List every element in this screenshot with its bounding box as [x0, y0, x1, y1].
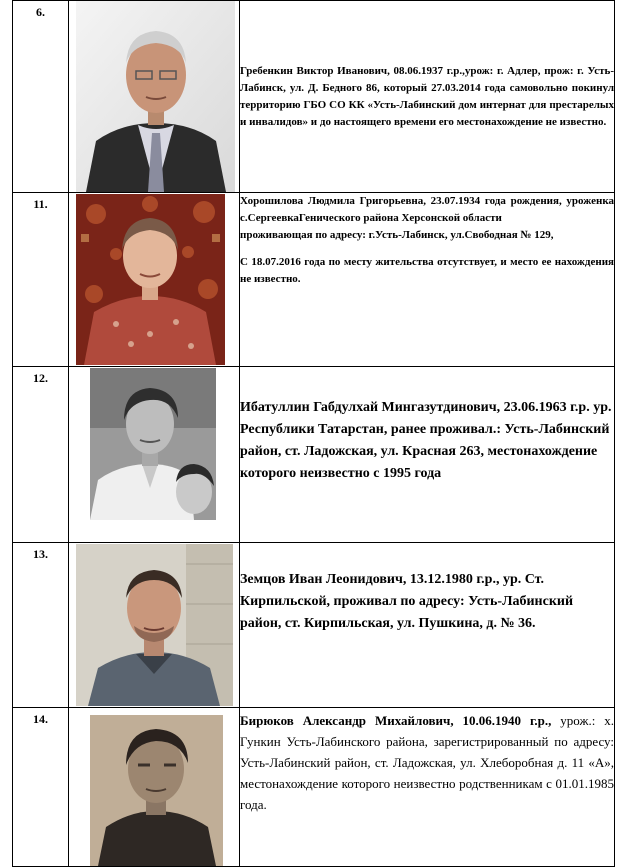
person-photo — [90, 368, 216, 520]
person-photo-cell — [69, 367, 240, 543]
person-photo — [76, 544, 233, 706]
person-name: Бирюков Александр Михайлович, 10.06.1940 г.р., — [240, 713, 552, 728]
row-number: 11. — [13, 193, 69, 367]
person-photo-cell — [69, 543, 240, 708]
table-row — [13, 543, 615, 708]
person-description — [240, 708, 615, 867]
person-photo-cell — [69, 1, 240, 193]
row-number: 13. — [13, 543, 69, 708]
person-photo-cell — [69, 193, 240, 367]
person-description: Земцов Иван Леонидович, 13.12.1980 г.р., ур. Ст. Кирпильской, проживал по адресу: Усть-Лабинский район, ст. Кирпильская, ул. Пушкина, д. № 36. — [240, 543, 615, 708]
row-number: 14. — [13, 708, 69, 867]
missing-persons-table — [12, 0, 615, 867]
row-number: 12. — [13, 367, 69, 543]
person-photo-cell — [69, 708, 240, 867]
table-row — [13, 1, 615, 193]
table-row — [13, 193, 615, 367]
row-number: 6. — [13, 1, 69, 193]
person-photo — [76, 194, 225, 365]
person-photo — [90, 715, 223, 866]
person-photo — [76, 1, 235, 192]
table-row — [13, 367, 615, 543]
person-details: урож.: х. Гункин Усть-Лабинского района, зарегистрированный по адресу: Усть-Лабинский район, ст. Ладожская, ул. Хлеборобная д. 11 «А», местонахождение которого неизвестно родственникам с 01.01.1985 года. — [240, 713, 614, 812]
table-row — [13, 708, 615, 867]
person-description: Гребенкин Виктор Иванович, 08.06.1937 г.р.,урож: г. Адлер, прож: г. Усть-Лабинск, ул. Д. Бедного 86, который 27.03.2014 года самовольно покинул территорию ГБО СО КК «Усть-Лабинский дом интернат для престарелых и инвалидов» и до настоящего времени его местонахождение не известно. — [240, 1, 615, 193]
person-description: Хорошилова Людмила Григорьевна, 23.07.1934 года рождения, уроженка с.СергеевкаГенического района Херсонской области проживающая по адресу: г.Усть-Лабинск, ул.Свободная № 129, С 18.07.2016 года по месту жительства отсутствует, и место ее нахождения не известно. — [240, 193, 615, 367]
person-description: Ибатуллин Габдулхай Мингазутдинович, 23.06.1963 г.р. ур. Республики Татарстан, ранее проживал.: Усть-Лабинский район, ст. Ладожская, ул. Красная 263, местонахождение которого неизвестно с 1995 года — [240, 367, 615, 543]
